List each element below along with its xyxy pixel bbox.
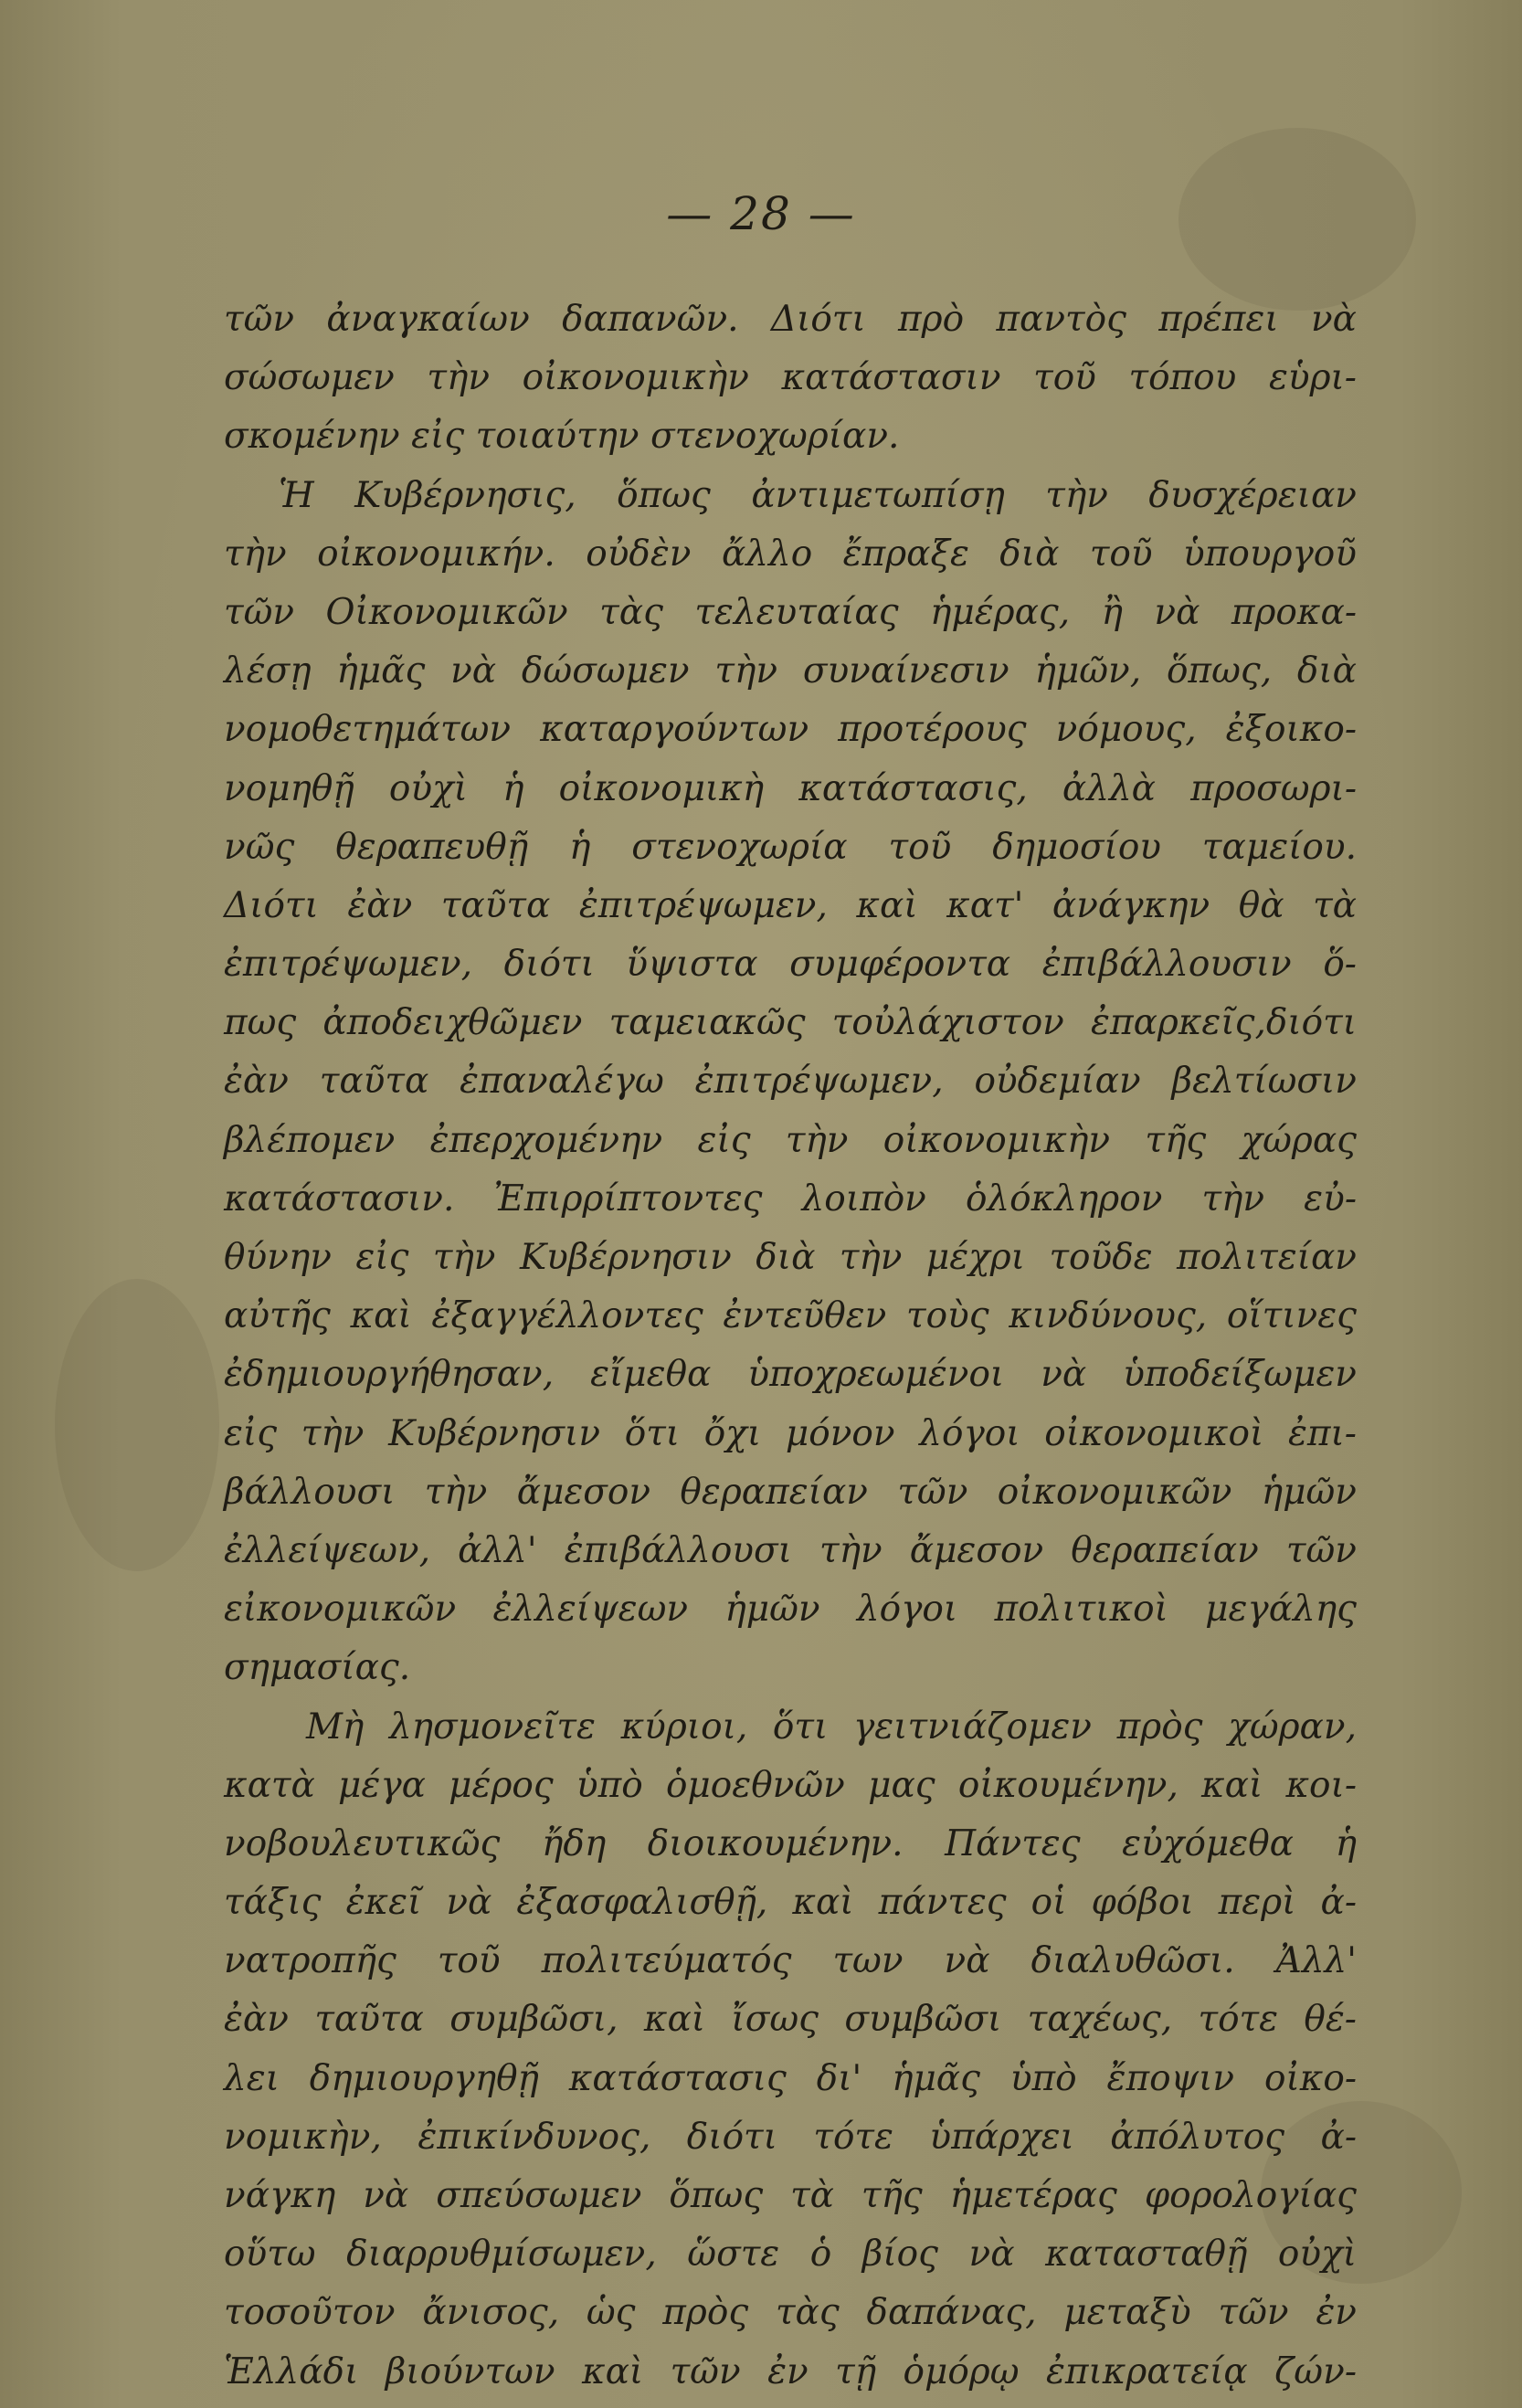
text-line: τάξις ἐκεῖ νὰ ἐξασφαλισθῇ, καὶ πάντες οἱ φόβοι περὶ ἀ- (224, 1882, 1357, 1924)
text-line: Μὴ λησμονεῖτε κύριοι, ὅτι γειτνιάζομεν πρὸς χώραν, (306, 1706, 1357, 1748)
text-line: αὐτῆς καὶ ἐξαγγέλλοντες ἐντεῦθεν τοὺς κινδύνους, οἵτινες (224, 1295, 1357, 1337)
text-line: νάγκη νὰ σπεύσωμεν ὅπως τὰ τῆς ἡμετέρας φορολογίας (224, 2175, 1357, 2216)
text-line: θύνην εἰς τὴν Κυβέρνησιν διὰ τὴν μέχρι τοῦδε πολιτείαν (224, 1237, 1357, 1278)
paragraph-3 (224, 1698, 1357, 2402)
text-line: Ἡ Κυβέρνησις, ὅπως ἀντιμετωπίσῃ τὴν δυσχέρειαν (279, 474, 1357, 516)
text-line: βλέπομεν ἐπερχομένην εἰς τὴν οἰκονομικὴν τῆς χώρας (224, 1119, 1357, 1161)
text-line: σημασίας. (224, 1647, 411, 1689)
text-line: ἐδημιουργήθησαν, εἴμεθα ὑποχρεωμένοι νὰ ὑποδείξωμεν (224, 1354, 1357, 1396)
body-text (224, 290, 1357, 2402)
text-line: εἰκονομικῶν ἐλλείψεων ἡμῶν λόγοι πολιτικοὶ μεγάλης (224, 1589, 1357, 1631)
paragraph-1 (224, 290, 1357, 467)
page-number: — 28 — (666, 187, 856, 240)
text-line: εἰς τὴν Κυβέρνησιν ὅτι ὄχι μόνον λόγοι οἰκονομικοὶ ἐπι- (224, 1412, 1357, 1454)
paper-stain (55, 1279, 219, 1571)
text-line: νοβουλευτικῶς ἤδη διοικουμένην. Πάντες εὐχόμεθα ἡ (224, 1822, 1357, 1864)
text-line: λει δημιουργηθῇ κατάστασις δι' ἡμᾶς ὑπὸ ἔποψιν οἰκο- (224, 2057, 1357, 2099)
text-line: νομικὴν, ἐπικίνδυνος, διότι τότε ὑπάρχει ἀπόλυτος ἀ- (224, 2116, 1357, 2158)
text-line: Διότι ἐὰν ταῦτα ἐπιτρέψωμεν, καὶ κατ' ἀνάγκην θὰ τὰ (224, 884, 1357, 926)
text-line: τὴν οἰκονομικήν. οὐδὲν ἄλλο ἔπραξε διὰ τοῦ ὑπουργοῦ (224, 533, 1357, 575)
text-line: κατὰ μέγα μέρος ὑπὸ ὁμοεθνῶν μας οἰκουμένην, καὶ κοι- (224, 1764, 1357, 1806)
text-line: βάλλουσι τὴν ἄμεσον θεραπείαν τῶν οἰκονομικῶν ἡμῶν (224, 1471, 1357, 1513)
text-line: ἐπιτρέψωμεν, διότι ὕψιστα συμφέροντα ἐπιβάλλουσιν ὅ- (224, 944, 1357, 986)
text-line: σώσωμεν τὴν οἰκονομικὴν κατάστασιν τοῦ τόπου εὑρι- (224, 357, 1357, 399)
text-line: νατροπῆς τοῦ πολιτεύματός των νὰ διαλυθῶσι. Ἀλλ' (224, 1940, 1357, 1982)
text-line: ἐλλείψεων, ἀλλ' ἐπιβάλλουσι τὴν ἄμεσον θεραπείαν τῶν (224, 1529, 1357, 1571)
text-line: Ἑλλάδι βιούντων καὶ τῶν ἐν τῇ ὁμόρῳ ἐπικρατείᾳ ζών- (224, 2350, 1357, 2392)
paragraph-2 (224, 467, 1357, 1698)
text-line: οὕτω διαρρυθμίσωμεν, ὥστε ὁ βίος νὰ κατασταθῇ οὐχὶ (224, 2234, 1357, 2276)
text-line: σκομένην εἰς τοιαύτην στενοχωρίαν. (224, 416, 900, 458)
text-line: τῶν Οἰκονομικῶν τὰς τελευταίας ἡμέρας, ἢ νὰ προκα- (224, 591, 1357, 633)
text-line: νῶς θεραπευθῇ ἡ στενοχωρία τοῦ δημοσίου ταμείου. (224, 826, 1357, 868)
text-line: κατάστασιν. Ἐπιρρίπτοντες λοιπὸν ὁλόκληρον τὴν εὐ- (224, 1178, 1357, 1220)
text-line: νομοθετημάτων καταργούντων προτέρους νόμους, ἐξοικο- (224, 709, 1357, 751)
text-line: λέσῃ ἡμᾶς νὰ δώσωμεν τὴν συναίνεσιν ἡμῶν, ὅπως, διὰ (224, 650, 1357, 692)
text-line: νομηθῇ οὐχὶ ἡ οἰκονομικὴ κατάστασις, ἀλλὰ προσωρι- (224, 767, 1357, 809)
text-line: ἐὰν ταῦτα συμβῶσι, καὶ ἴσως συμβῶσι ταχέως, τότε θέ- (224, 1999, 1357, 2041)
text-line: τῶν ἀναγκαίων δαπανῶν. Διότι πρὸ παντὸς πρέπει νὰ (224, 299, 1357, 340)
text-line: πως ἀποδειχθῶμεν ταμειακῶς τοὐλάχιστον ἐπαρκεῖς,διότι (224, 1002, 1357, 1044)
text-line: ἐὰν ταῦτα ἐπαναλέγω ἐπιτρέψωμεν, οὐδεμίαν βελτίωσιν (224, 1061, 1357, 1103)
text-line: τοσοῦτον ἄνισος, ὡς πρὸς τὰς δαπάνας, μεταξὺ τῶν ἐν (224, 2292, 1357, 2334)
